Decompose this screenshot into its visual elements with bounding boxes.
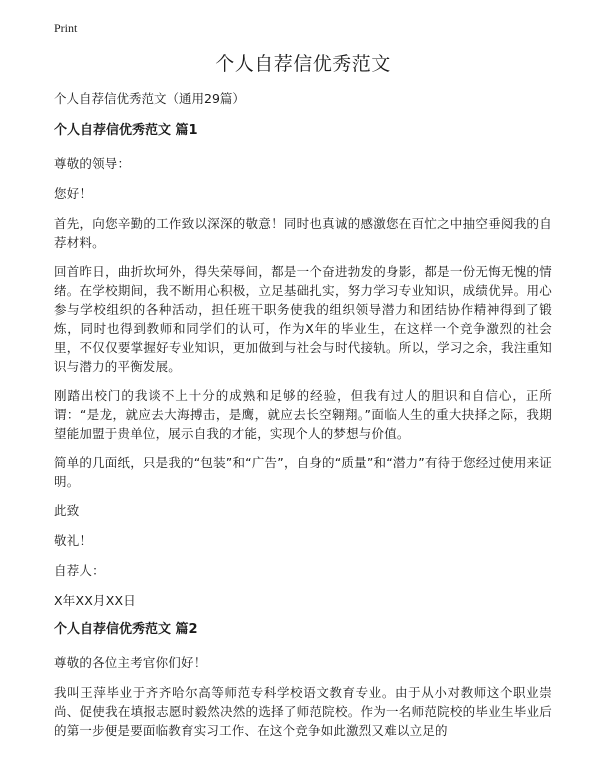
- section-2: [54, 621, 552, 740]
- body-paragraph: 回首昨日，曲折坎坷外，得失荣辱间，都是一个奋进勃发的身影，都是一份无悔无愧的情绪。在学校期间，我不断用心积极，立足基础扎实，努力学习专业知识，成绩优异。用心参与学校组织的各种活动，担任班干职务使我的组织领导潜力和团结协作精神得到了锻炼，同时也得到教师和同学们的认可，作为X年的毕业生，在这样一个竞争激烈的社会里，不仅仅要掌握好专业知识，更加做到与社会与时代接轨。所以，学习之余，我注重知识与潜力的平衡发展。: [54, 264, 552, 374]
- section-1: [54, 122, 552, 610]
- section-heading: 个人自荐信优秀范文 篇1: [54, 123, 198, 138]
- document-title: 个人自荐信优秀范文: [215, 53, 391, 75]
- body-paragraph: 简单的几面纸，只是我的“包装”和“广告”，自身的“质量”和“潜力”有待于您经过使用来证明。: [54, 455, 552, 489]
- body-paragraph: 首先，向您辛勤的工作致以深深的敬意！同时也真诚的感激您在百忙之中抽空垂阅我的自荐材料。: [54, 216, 552, 250]
- greeting: 您好！: [54, 186, 93, 201]
- signature-date: X年XX月XX日: [54, 593, 136, 608]
- section-heading: 个人自荐信优秀范文 篇2: [54, 622, 198, 637]
- body-paragraph: 刚踏出校门的我谈不上十分的成熟和足够的经验，但我有过人的胆识和自信心，正所谓：“是龙，就应去大海搏击，是鹰，就应去长空翱翔。”面临人生的重大抉择之际，我期望能加盟于贵单位，展示自我的才能，实现个人的梦想与价值。: [54, 388, 552, 441]
- body-paragraph: 我叫王萍毕业于齐齐哈尔高等师范专科学校语文教育专业。由于从小对教师这个职业崇尚、促使我在填报志愿时毅然决然的选择了师范院校。作为一名师范院校的毕业生毕业后的第一步便是要面临教育实习工作、在这个竞争如此激烈又难以立足的: [54, 685, 552, 738]
- closing-line: 此致: [54, 503, 80, 518]
- closing-regards: 敬礼！: [54, 533, 93, 548]
- salutation: 尊敬的领导：: [54, 156, 131, 171]
- document-page: [54, 50, 552, 750]
- signature-label: 自荐人：: [54, 563, 105, 578]
- salutation: 尊敬的各位主考官你们好！: [54, 655, 207, 670]
- document-subtitle: 个人自荐信优秀范文（通用29篇）: [54, 91, 245, 106]
- print-link[interactable]: Print: [54, 21, 78, 35]
